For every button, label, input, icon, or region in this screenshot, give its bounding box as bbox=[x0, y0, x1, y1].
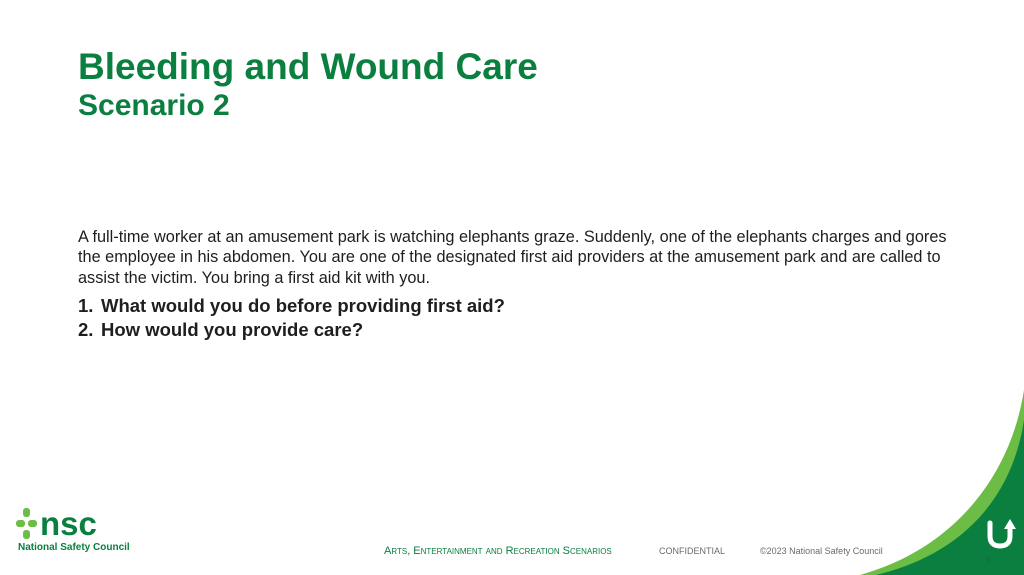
slide-subtitle: Scenario 2 bbox=[78, 89, 230, 122]
footer-copyright: ©2023 National Safety Council bbox=[760, 546, 883, 556]
page-number: 9 bbox=[986, 555, 992, 565]
question-item bbox=[78, 318, 505, 342]
footer-course-title: Arts, Entertainment and Recreation Scenarios bbox=[384, 545, 612, 557]
logo-org-name: National Safety Council bbox=[18, 542, 130, 553]
question-number: 2. bbox=[78, 318, 94, 340]
question-number: 1. bbox=[78, 295, 94, 316]
footer-confidential: CONFIDENTIAL bbox=[659, 546, 726, 556]
question-list bbox=[78, 294, 505, 341]
scenario-text: A full-time worker at an amusement park is watching elephants graze. Suddenly, one of the elephants charges and gores the employee in his abdomen. You are one of the designated first aid providers at the amusement park and are called to assist the victim. You bring a first aid kit with you. bbox=[78, 228, 947, 287]
corner-swoosh bbox=[860, 390, 1024, 575]
nsc-plus-logo-icon bbox=[16, 508, 128, 540]
question-item bbox=[78, 294, 505, 318]
question-text: How would you provide care? bbox=[101, 318, 364, 340]
logo-wordmark: nsc bbox=[40, 508, 97, 540]
question-text: What would you do before providing first aid? bbox=[101, 295, 505, 316]
slide-title: Bleeding and Wound Care bbox=[78, 46, 538, 87]
